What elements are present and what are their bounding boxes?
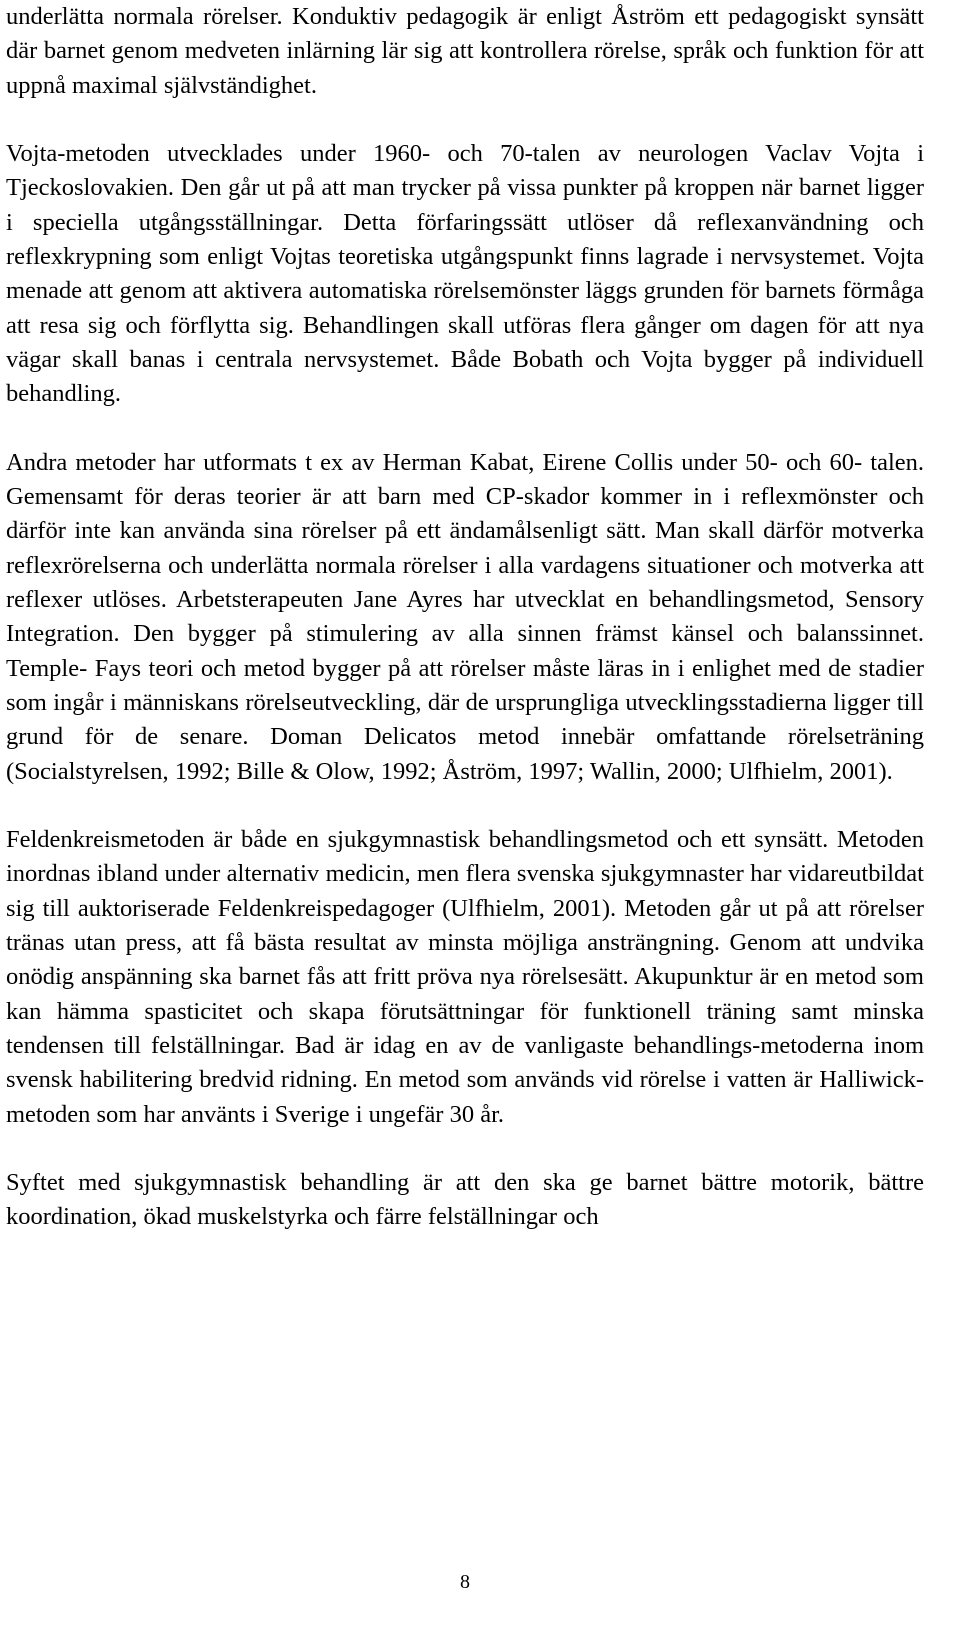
paragraph-vojta-metoden: Vojta-metoden utvecklades under 1960- och 70-talen av neurologen Vaclav Vojta i Tjeckoslovakien. Den går ut på att man trycker på vissa punkter på kroppen när barnet ligger i speciella utgångsställningar. Detta förfaringssätt utlöser då reflexanvändning och reflexkrypning som enligt Vojtas teoretiska utgångspunkt finns lagrade i nervsystemet. Vojta menade att genom att aktivera automatiska rörelsemönster läggs grunden för barnets förmåga att resa sig och förflytta sig. Behandlingen skall utföras flera gånger om dagen för att nya vägar skall banas i centrala nervsystemet. Både Bobath och Vojta bygger på individuell behandling.	[6, 140, 924, 408]
document-body	[6, 0, 924, 1235]
paragraph-konduktiv-pedagogik: underlätta normala rörelser. Konduktiv pedagogik är enligt Åström ett pedagogiskt synsätt där barnet genom medveten inlärning lär sig att kontrollera rörelse, språk och funktion för att uppnå maximal självständighet.	[6, 3, 924, 99]
paragraph-feldenkreismetoden: Feldenkreismetoden är både en sjukgymnastisk behandlingsmetod och ett synsätt. Metoden inordnas ibland under alternativ medicin, men flera svenska sjukgymnaster har vidareutbildat sig till auktoriserade Feldenkreispedagoger (Ulfhielm, 2001). Metoden går ut på att rörelser tränas utan press, att få bästa resultat av minsta möjliga ansträngning. Genom att undvika onödig anspänning ska barnet fås att fritt pröva nya rörelsesätt. Akupunktur är en metod som kan hämma spasticitet och skapa förutsättningar för funktionell träning samt minska tendensen till felställningar. Bad är idag en av de vanligaste behandlings-metoderna inom svensk habilitering bredvid ridning. En metod som används vid rörelse i vatten är Halliwick-metoden som har använts i Sverige i ungefär 30 år.	[6, 826, 924, 1128]
page-number: 8	[460, 1571, 470, 1593]
paragraph-syftet: Syftet med sjukgymnastisk behandling är att den ska ge barnet bättre motorik, bättre koordination, ökad muskelstyrka och färre felställningar och	[6, 1169, 924, 1231]
paragraph-andra-metoder: Andra metoder har utformats t ex av Herman Kabat, Eirene Collis under 50- och 60- talen. Gemensamt för deras teorier är att barn med CP-skador kommer in i reflexmönster och därför inte kan använda sina rörelser på ett ändamålsenligt sätt. Man skall därför motverka reflexrörelserna och underlätta normala rörelser i alla vardagens situationer och motverka att reflexer utlöses. Arbetsterapeuten Jane Ayres har utvecklat en behandlingsmetod, Sensory Integration. Den bygger på stimulering av alla sinnen främst känsel och balanssinnet. Temple- Fays teori och metod bygger på att rörelser måste läras in i enlighet med de stadier som ingår i människans rörelseutveckling, där de ursprungliga utvecklingsstadierna ligger till grund för de senare. Doman Delicatos metod innebär omfattande rörelseträning (Socialstyrelsen, 1992; Bille & Olow, 1992; Åström, 1997; Wallin, 2000; Ulfhielm, 2001).	[6, 448, 924, 785]
